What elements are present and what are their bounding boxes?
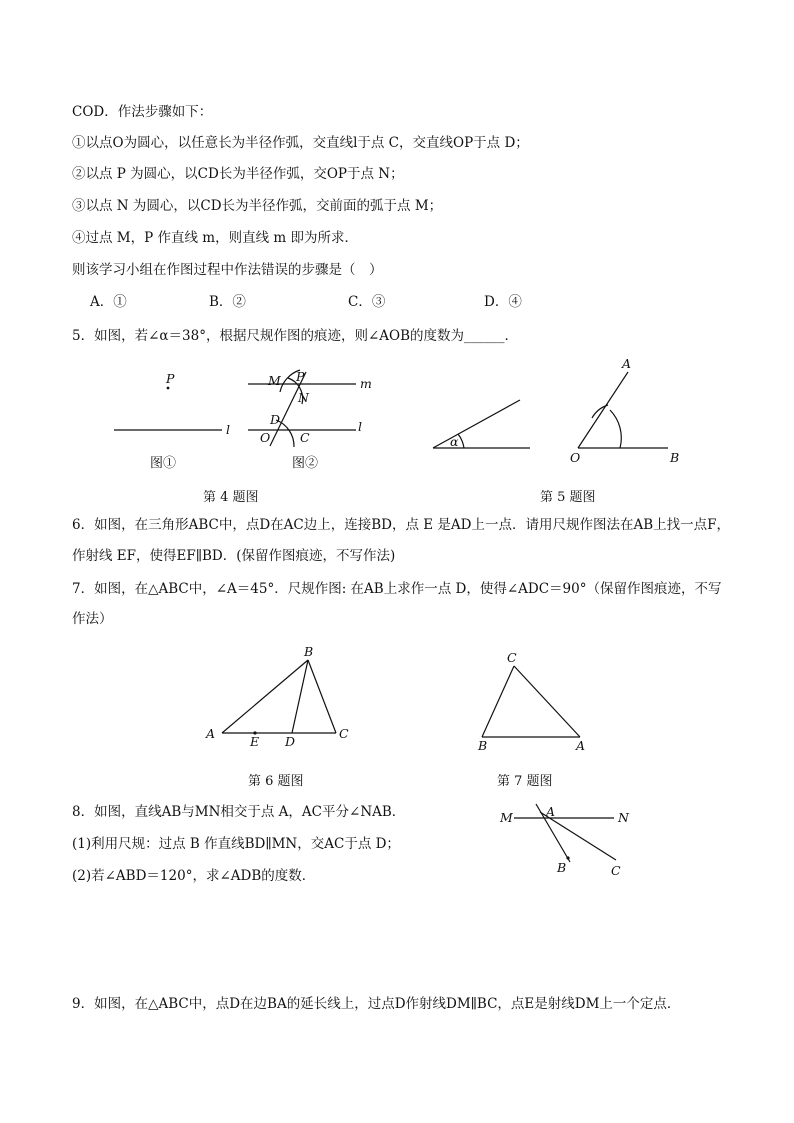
- label-m-point: M: [268, 373, 281, 388]
- label-n: N: [298, 390, 309, 405]
- ray-ac: [540, 812, 616, 860]
- label-a8: A: [546, 804, 556, 819]
- q4-intro-line: COD．作法步骤如下：: [72, 104, 213, 120]
- label-b6: B: [304, 644, 314, 659]
- label-d6: D: [285, 734, 296, 749]
- label-c: C: [300, 430, 310, 445]
- label-m-line: m: [360, 376, 372, 391]
- q4-question: 则该学习小组在作图过程中作法错误的步骤是（ ）: [72, 262, 383, 278]
- label-b5: B: [670, 450, 680, 465]
- side-ab: [222, 660, 308, 733]
- option-b: B．②: [209, 294, 246, 310]
- q8-line2: (1)利用尺规：过点 B 作直线BD∥MN，交AC于点 D；: [72, 836, 400, 852]
- label-a6: A: [206, 726, 216, 741]
- option-d: D．④: [484, 294, 522, 310]
- q5-text: 5．如图，若∠α＝38°，根据尺规作图的痕迹，则∠AOB的度数为______．: [72, 328, 518, 344]
- side-bc: [308, 660, 336, 733]
- label-a7: A: [576, 738, 586, 753]
- label-b7: B: [478, 738, 488, 753]
- label-alpha: α: [450, 434, 459, 449]
- q4-step-2: ②以点 P 为圆心，以CD长为半径作弧，交OP于点 N；: [72, 166, 404, 182]
- label-o5: O: [570, 450, 581, 465]
- label-o: O: [260, 430, 271, 445]
- side-ca7: [514, 666, 580, 737]
- fig2-caption: 图②: [292, 456, 319, 471]
- label-m8: M: [500, 810, 513, 825]
- figure-7-triangle: [477, 650, 585, 753]
- q9-line1: 9．如图，在△ABC中，点D在边BA的延长线上，过点D作射线DM∥BC，点E是射线DM上一个定点．: [72, 996, 681, 1012]
- label-c6: C: [339, 726, 349, 741]
- fig6-title: 第 6 题图: [248, 774, 304, 789]
- q7-line1: 7．如图，在△ABC中，∠A＝45°．尺规作图: 在AB上求作一点 D，使得∠ADC＝90°（保留作图痕迹，不写: [72, 581, 722, 597]
- figure-8: [499, 804, 630, 878]
- q8-line1: 8．如图，直线AB与MN相交于点 A，AC平分∠NAB．: [72, 804, 406, 820]
- label-p: P: [166, 371, 175, 386]
- fig4-title: 第 4 题图: [203, 490, 259, 505]
- label-a: A: [622, 356, 632, 371]
- label-c7: C: [507, 650, 517, 665]
- label-n8: N: [618, 810, 629, 825]
- q8-line3: (2)若∠ABD＝120°，求∠ADB的度数．: [72, 868, 316, 884]
- figure-6-triangle: [205, 644, 349, 749]
- q4-step-1: ①以点O为圆心，以任意长为半径作弧，交直线l于点 C，交直线OP于点 D；: [72, 135, 529, 151]
- option-a: A．①: [90, 294, 127, 310]
- label-d: D: [270, 412, 281, 427]
- option-c: C．③: [348, 294, 386, 310]
- label-e6: E: [250, 734, 260, 749]
- label-l2: l: [358, 419, 362, 434]
- label-l: l: [226, 422, 230, 437]
- fig5-title: 第 5 题图: [540, 490, 596, 505]
- fig1-caption: 图①: [150, 456, 177, 471]
- label-b8: B: [557, 860, 567, 875]
- q7-line2: 作法）: [72, 611, 113, 627]
- q6-line2: 作射线 EF，使得EF∥BD．(保留作图痕迹，不写作法): [72, 548, 396, 564]
- q4-step-4: ④过点 M，P 作直线 m，则直线 m 即为所求．: [72, 230, 358, 246]
- q4-step-3: ③以点 N 为圆心，以CD长为半径作弧，交前面的弧于点 M；: [72, 198, 443, 214]
- q6-line1: 6．如图，在三角形ABC中，点D在AC边上，连接BD，点 E 是AD上一点．请用尺规作图法在AB上找一点F，: [72, 517, 731, 533]
- fig7-title: 第 7 题图: [497, 774, 553, 789]
- side-bc7: [482, 666, 514, 737]
- label-p2: P: [296, 369, 305, 384]
- label-c8: C: [611, 863, 621, 878]
- point-b8: [566, 856, 569, 859]
